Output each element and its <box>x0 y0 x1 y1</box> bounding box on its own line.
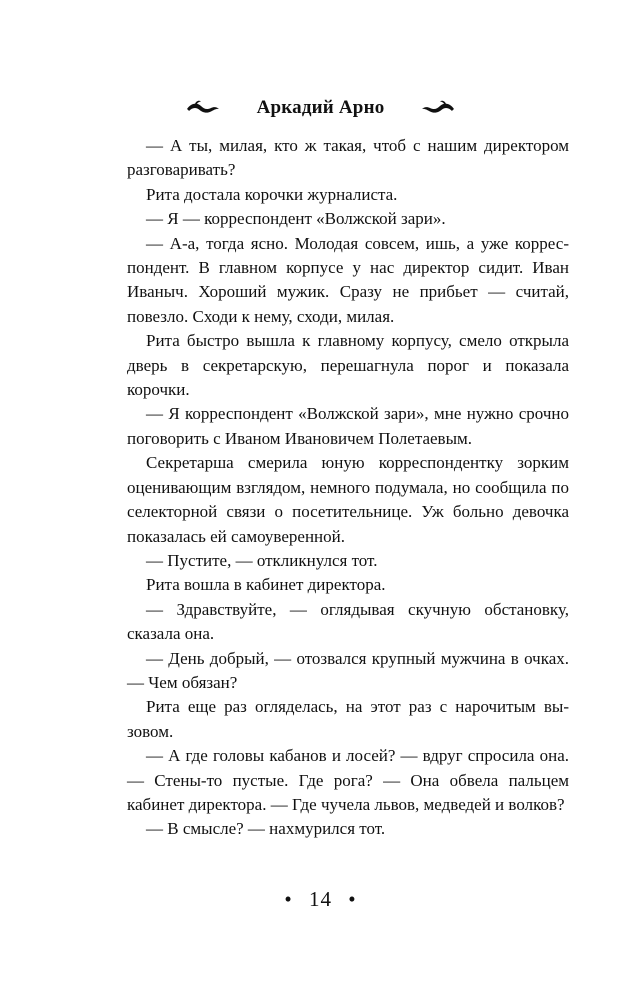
page-number: 14 <box>309 887 332 911</box>
paragraph: — А ты, милая, кто ж такая, чтоб с нашим директором разговаривать? <box>127 136 569 180</box>
bullet-left: • <box>284 887 293 911</box>
paragraph: Рита достала корочки журналиста. <box>146 184 398 204</box>
paragraph: Рита еще раз огляделась, на этот раз с нарочитым вызовом. <box>127 697 569 741</box>
paragraph: — Я корреспондент «Волжской зари», мне нужно срочно поговорить с Иваном Ивановичем Полетаевым. <box>127 404 569 448</box>
fleuron-left-icon <box>185 99 221 117</box>
paragraph: Секретарша смерила юную корреспондентку зорким оценивающим взглядом, немного подумала, но сообщила по селекторной связи о посетительнице. Уж больно девочка показалась ей самоуверенной. <box>127 453 569 546</box>
paragraph: — День добрый, — отозвался крупный мужчина в очках. — Чем обязан? <box>127 648 569 692</box>
fleuron-right-icon <box>420 99 456 117</box>
paragraph: — Я — корреспондент «Волжской зари». <box>146 209 446 229</box>
author-name: Аркадий Арно <box>256 97 385 118</box>
paragraph: — Здравствуйте, — оглядывая скучную обстановку, сказала она. <box>127 599 569 644</box>
paragraph: — А где головы кабанов и лосей? — вдруг спросила она. — Стены-то пустые. Где рога? — Она обвела пальцем кабинет директора. — Где чучела львов, медведей и волков? <box>127 746 569 814</box>
paragraph: Рита вошла в кабинет директора. <box>146 575 386 595</box>
paragraph: — В смысле? — нахмурился тот. <box>146 819 386 839</box>
page-number-footer <box>0 887 641 912</box>
running-header <box>0 90 641 126</box>
paragraph: Рита быстро вышла к главному корпусу, смело открыла дверь в секретарскую, перешагнула порог и показала корочки. <box>127 331 569 400</box>
body-text <box>127 134 569 842</box>
paragraph: — А-а, тогда ясно. Молодая совсем, ишь, а уже корреспондент. В главном корпусе у нас директор сидит. Иван Иваныч. Хороший мужик. Сразу не прибьет — считай, повезло. Сходи к нему, сходи, милая. <box>127 233 569 326</box>
paragraph: — Пустите, — откликнулся тот. <box>146 550 378 570</box>
bullet-right: • <box>348 887 357 911</box>
